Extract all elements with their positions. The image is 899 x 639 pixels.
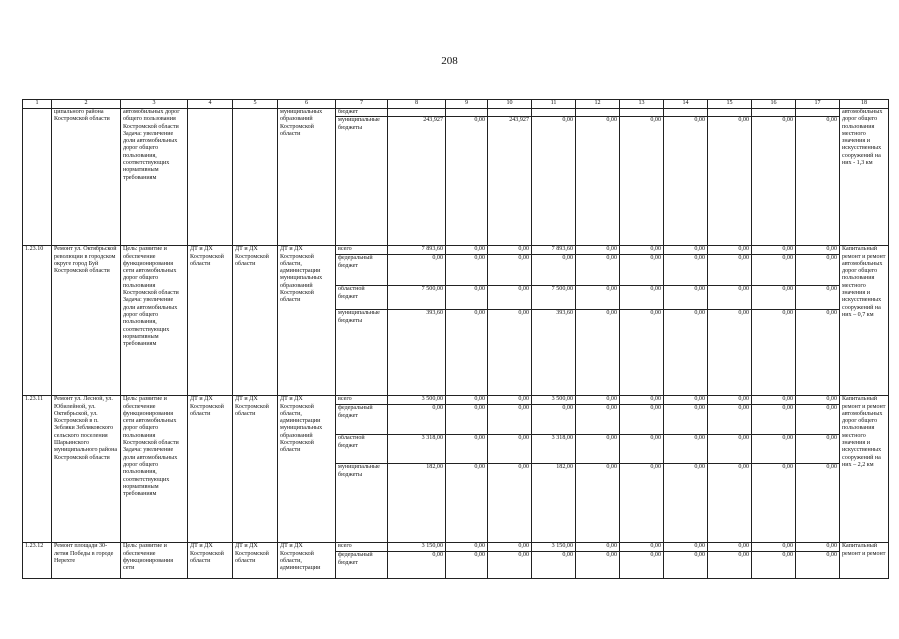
amount-value: 0,00 [708,552,751,579]
amount-value: 0,00 [620,255,663,286]
amount-value: 0,00 [664,286,707,310]
amount-value: 0,00 [576,464,619,543]
amount-value: 0,00 [620,435,663,464]
column-number-6: 6 [278,100,336,109]
amount-value: 393,60 [388,310,445,396]
amount-value: 0,00 [576,405,619,435]
amount-value: 0,00 [826,396,837,403]
amount-value: 0,00 [620,552,663,579]
amount-cell-14 [664,543,708,579]
amount-cell-12 [576,543,620,579]
funding-source: федеральный бюджет [336,552,387,579]
column-number-8: 8 [388,100,446,109]
state-customer: ДТ и ДХ Костромской области [188,543,233,579]
amount-value: 0,00 [518,543,529,550]
funding-source-cell [336,396,388,543]
amount-value: 0,00 [488,552,531,579]
amount-value: 243,927 [388,117,445,246]
item-number [23,109,52,246]
amount-value: 0,00 [474,543,485,550]
column-number-14: 14 [664,100,708,109]
amount-value: 0,00 [650,246,661,253]
amount-cell-11 [532,246,576,396]
column-number-2: 2 [52,100,121,109]
funding-source: муниципальные бюджеты [336,310,387,396]
amount-cell-8 [388,543,446,579]
column-number-18: 18 [840,100,889,109]
amount-value: 0,00 [620,405,663,435]
amount-value: 0,00 [826,543,837,550]
amount-value: 0,00 [752,310,795,396]
amount-value: 0,00 [650,543,661,550]
budget-recipient: ДТ и ДХ Костромской области [233,396,278,543]
budget-recipient [233,109,278,246]
amount-cell-16 [752,109,796,246]
amount-value: 0,00 [576,255,619,286]
amount-value: 182,00 [532,464,575,543]
column-number-13: 13 [620,100,664,109]
amount-cell-15 [708,396,752,543]
expected-result: автомобильных дорог общего пользования местного значения и искусственных сооружений на них - 1,3 км [840,109,889,246]
amount-value: 0,00 [532,405,575,435]
amount-value [620,109,663,117]
funding-source-cell [336,246,388,396]
item-number: 1.23.12 [23,543,52,579]
object-name: ципального района Костромской области [52,109,121,246]
funding-source: муниципальные бюджеты [336,464,387,543]
amount-value: 0,00 [796,552,839,579]
funding-source: всего [338,246,352,253]
amount-cell-13 [620,396,664,543]
amount-cell-16 [752,246,796,396]
amount-value [664,109,707,117]
amount-value: 0,00 [488,435,531,464]
column-number-10: 10 [488,100,532,109]
expected-result: Капитальный ремонт и ремонт автомобильных дорог общего пользования местного значения и искусственных сооружений на них – 2,2 км [840,396,889,543]
amount-value [446,109,487,117]
amount-value: 0,00 [576,117,619,246]
amount-cell-13 [620,543,664,579]
amount-value: 0,00 [576,286,619,310]
column-number-3: 3 [121,100,188,109]
state-customer: ДТ и ДХ Костромской области [188,246,233,396]
amount-value: 243,927 [488,117,531,246]
item-number: 1.23.10 [23,246,52,396]
amount-value: 182,00 [388,464,445,543]
amount-value: 0,00 [446,286,487,310]
amount-value: 0,00 [664,464,707,543]
amount-value: 3 318,00 [388,435,445,464]
amount-value: 0,00 [488,255,531,286]
amount-cell-17 [796,396,840,543]
amount-value: 0,00 [664,117,707,246]
amount-cell-15 [708,109,752,246]
amount-cell-12 [576,396,620,543]
amount-value: 7 500,00 [532,286,575,310]
column-number-17: 17 [796,100,840,109]
amount-cell-9 [446,543,488,579]
amount-cell-15 [708,246,752,396]
amount-value: 0,00 [446,405,487,435]
amount-cell-10 [488,543,532,579]
amount-value: 0,00 [694,396,705,403]
amount-value: 0,00 [708,435,751,464]
goal-and-task: Цель: развитие и обеспечение функционирования сети автомобильных дорог общего пользования Костромской области Задача: увеличение доли автомобильных дорог общего пользования, соответствующих нормативным требованиям [121,396,188,543]
object-name: Ремонт ул. Октябрьской революции в городском округе город Буй Костромской области [52,246,121,396]
amount-value: 0,00 [664,310,707,396]
amount-value: 7 893,60 [421,246,443,253]
column-number-4: 4 [188,100,233,109]
amount-value: 0,00 [796,464,839,543]
amount-cell-10 [488,109,532,246]
amount-cell-10 [488,396,532,543]
amount-value: 0,00 [694,246,705,253]
amount-value: 0,00 [752,405,795,435]
executor: муниципальных образований Костромской области [278,109,336,246]
amount-value: 0,00 [796,286,839,310]
amount-cell-9 [446,396,488,543]
state-customer: ДТ и ДХ Костромской области [188,396,233,543]
program-table [22,99,889,579]
amount-value: 3 318,00 [532,435,575,464]
column-number-1: 1 [23,100,52,109]
amount-value: 0,00 [474,246,485,253]
amount-cell-11 [532,109,576,246]
amount-cell-8 [388,396,446,543]
amount-value [576,109,619,117]
amount-value: 3 150,00 [421,543,443,550]
funding-source-cell [336,543,388,579]
amount-value: 0,00 [488,310,531,396]
amount-value [532,109,575,117]
amount-value: 0,00 [388,552,445,579]
amount-value: 0,00 [664,435,707,464]
column-number-row [23,100,889,109]
amount-value: 0,00 [782,396,793,403]
amount-value: 7 893,60 [551,246,573,253]
amount-value: 0,00 [796,405,839,435]
amount-value [752,109,795,117]
amount-cell-10 [488,246,532,396]
goal-and-task: Цель: развитие и обеспечение функционирования сети автомобильных дорог общего пользования Костромской области Задача: увеличение доли автомобильных дорог общего пользования, соответствующих нормативным требованиям [121,246,188,396]
amount-cell-17 [796,246,840,396]
funding-source: областной бюджет [336,286,387,310]
page-number: 208 [441,55,458,67]
amount-value [488,109,531,117]
item-number: 1.23.11 [23,396,52,543]
expected-result: Капитальный ремонт и ремонт [840,543,889,579]
funding-source: всего [338,543,352,550]
budget-recipient: ДТ и ДХ Костромской области [233,543,278,579]
executor: ДТ и ДХ Костромской области, администрации муниципальных образований Костромской области [278,246,336,396]
amount-cell-9 [446,109,488,246]
amount-value: 0,00 [752,117,795,246]
amount-value: 0,00 [694,543,705,550]
column-number-11: 11 [532,100,576,109]
object-name: Ремонт площади 30-летия Победы в городе Нерехте [52,543,121,579]
funding-source: федеральный бюджет [336,255,387,286]
amount-cell-8 [388,246,446,396]
funding-source: федеральный бюджет [336,405,387,435]
funding-source: областной бюджет [336,435,387,464]
amount-value: 0,00 [664,552,707,579]
table-row [23,246,889,396]
column-number-16: 16 [752,100,796,109]
amount-cell-12 [576,246,620,396]
amount-value: 0,00 [708,255,751,286]
amount-value: 0,00 [606,396,617,403]
amount-value: 0,00 [446,310,487,396]
amount-value: 0,00 [664,255,707,286]
amount-value: 0,00 [488,464,531,543]
amount-cell-14 [664,396,708,543]
amount-value: 0,00 [446,435,487,464]
amount-value: 0,00 [796,255,839,286]
amount-value: 0,00 [708,464,751,543]
amount-value: 0,00 [752,255,795,286]
amount-value: 0,00 [620,117,663,246]
object-name: Ремонт ул. Лесной, ул. Юбилейной, ул. Октябрьской, ул. Костромской в п. Зебляки Зебляковского сельского поселения Шарьинского муниципального района Костромской области [52,396,121,543]
amount-value: 0,00 [752,435,795,464]
amount-value: 0,00 [532,117,575,246]
amount-cell-9 [446,246,488,396]
amount-cell-14 [664,109,708,246]
column-number-12: 12 [576,100,620,109]
table-row [23,109,889,246]
amount-value: 0,00 [576,310,619,396]
amount-cell-15 [708,543,752,579]
amount-value: 0,00 [826,246,837,253]
amount-value: 0,00 [620,310,663,396]
amount-value: 0,00 [752,552,795,579]
funding-source: бюджет [338,109,358,115]
amount-value: 0,00 [606,543,617,550]
amount-value: 3 500,00 [421,396,443,403]
amount-value: 0,00 [446,117,487,246]
column-number-7: 7 [336,100,388,109]
amount-value [388,109,445,117]
amount-value: 0,00 [446,464,487,543]
column-number-9: 9 [446,100,488,109]
executor: ДТ и ДХ Костромской области, администрации муниципальных образований Костромской области [278,396,336,543]
amount-value: 0,00 [620,286,663,310]
amount-value: 0,00 [620,464,663,543]
funding-source: всего [338,396,352,403]
amount-value [796,109,839,117]
amount-value: 0,00 [532,255,575,286]
amount-value: 0,00 [388,405,445,435]
amount-value: 0,00 [738,543,749,550]
column-number-15: 15 [708,100,752,109]
amount-cell-16 [752,396,796,543]
amount-value: 0,00 [532,552,575,579]
amount-value: 0,00 [708,310,751,396]
amount-cell-12 [576,109,620,246]
amount-value: 0,00 [796,310,839,396]
amount-value: 0,00 [664,405,707,435]
amount-cell-14 [664,246,708,396]
amount-value: 0,00 [488,405,531,435]
amount-value: 0,00 [782,246,793,253]
amount-value: 0,00 [752,286,795,310]
amount-value: 0,00 [782,543,793,550]
amount-value: 0,00 [576,435,619,464]
table-row [23,396,889,543]
goal-and-task: автомобильных дорог общего пользования Костромской области Задача: увеличение доли автомобильных дорог общего пользования, соответствующих нормативным требованиям [121,109,188,246]
table-row [23,543,889,579]
amount-value: 0,00 [708,286,751,310]
amount-cell-13 [620,246,664,396]
amount-value: 0,00 [796,117,839,246]
amount-value: 0,00 [518,246,529,253]
amount-cell-13 [620,109,664,246]
expected-result: Капитальный ремонт и ремонт автомобильных дорог общего пользования местного значения и искусственных сооружений на них – 0,7 км [840,246,889,396]
amount-value: 0,00 [388,255,445,286]
amount-value: 0,00 [738,396,749,403]
funding-source-cell [336,109,388,246]
amount-value: 0,00 [708,117,751,246]
amount-value: 0,00 [488,286,531,310]
amount-value: 3 500,00 [551,396,573,403]
amount-cell-16 [752,543,796,579]
amount-cell-11 [532,396,576,543]
amount-value [708,109,751,117]
amount-value: 7 500,00 [388,286,445,310]
amount-value: 0,00 [650,396,661,403]
amount-cell-8 [388,109,446,246]
amount-value: 0,00 [738,246,749,253]
amount-value: 0,00 [752,464,795,543]
amount-value: 0,00 [576,552,619,579]
goal-and-task: Цель: развитие и обеспечение функционирования сети [121,543,188,579]
amount-cell-17 [796,543,840,579]
amount-value: 0,00 [518,396,529,403]
amount-cell-11 [532,543,576,579]
executor: ДТ и ДХ Костромской области, администрации [278,543,336,579]
budget-recipient: ДТ и ДХ Костромской области [233,246,278,396]
amount-value: 0,00 [446,552,487,579]
amount-value: 0,00 [474,396,485,403]
amount-value: 3 150,00 [551,543,573,550]
funding-source: муниципальные бюджеты [336,117,387,246]
amount-value: 0,00 [708,405,751,435]
column-number-5: 5 [233,100,278,109]
amount-value: 0,00 [606,246,617,253]
amount-value: 393,60 [532,310,575,396]
amount-cell-17 [796,109,840,246]
state-customer [188,109,233,246]
amount-value: 0,00 [446,255,487,286]
amount-value: 0,00 [796,435,839,464]
